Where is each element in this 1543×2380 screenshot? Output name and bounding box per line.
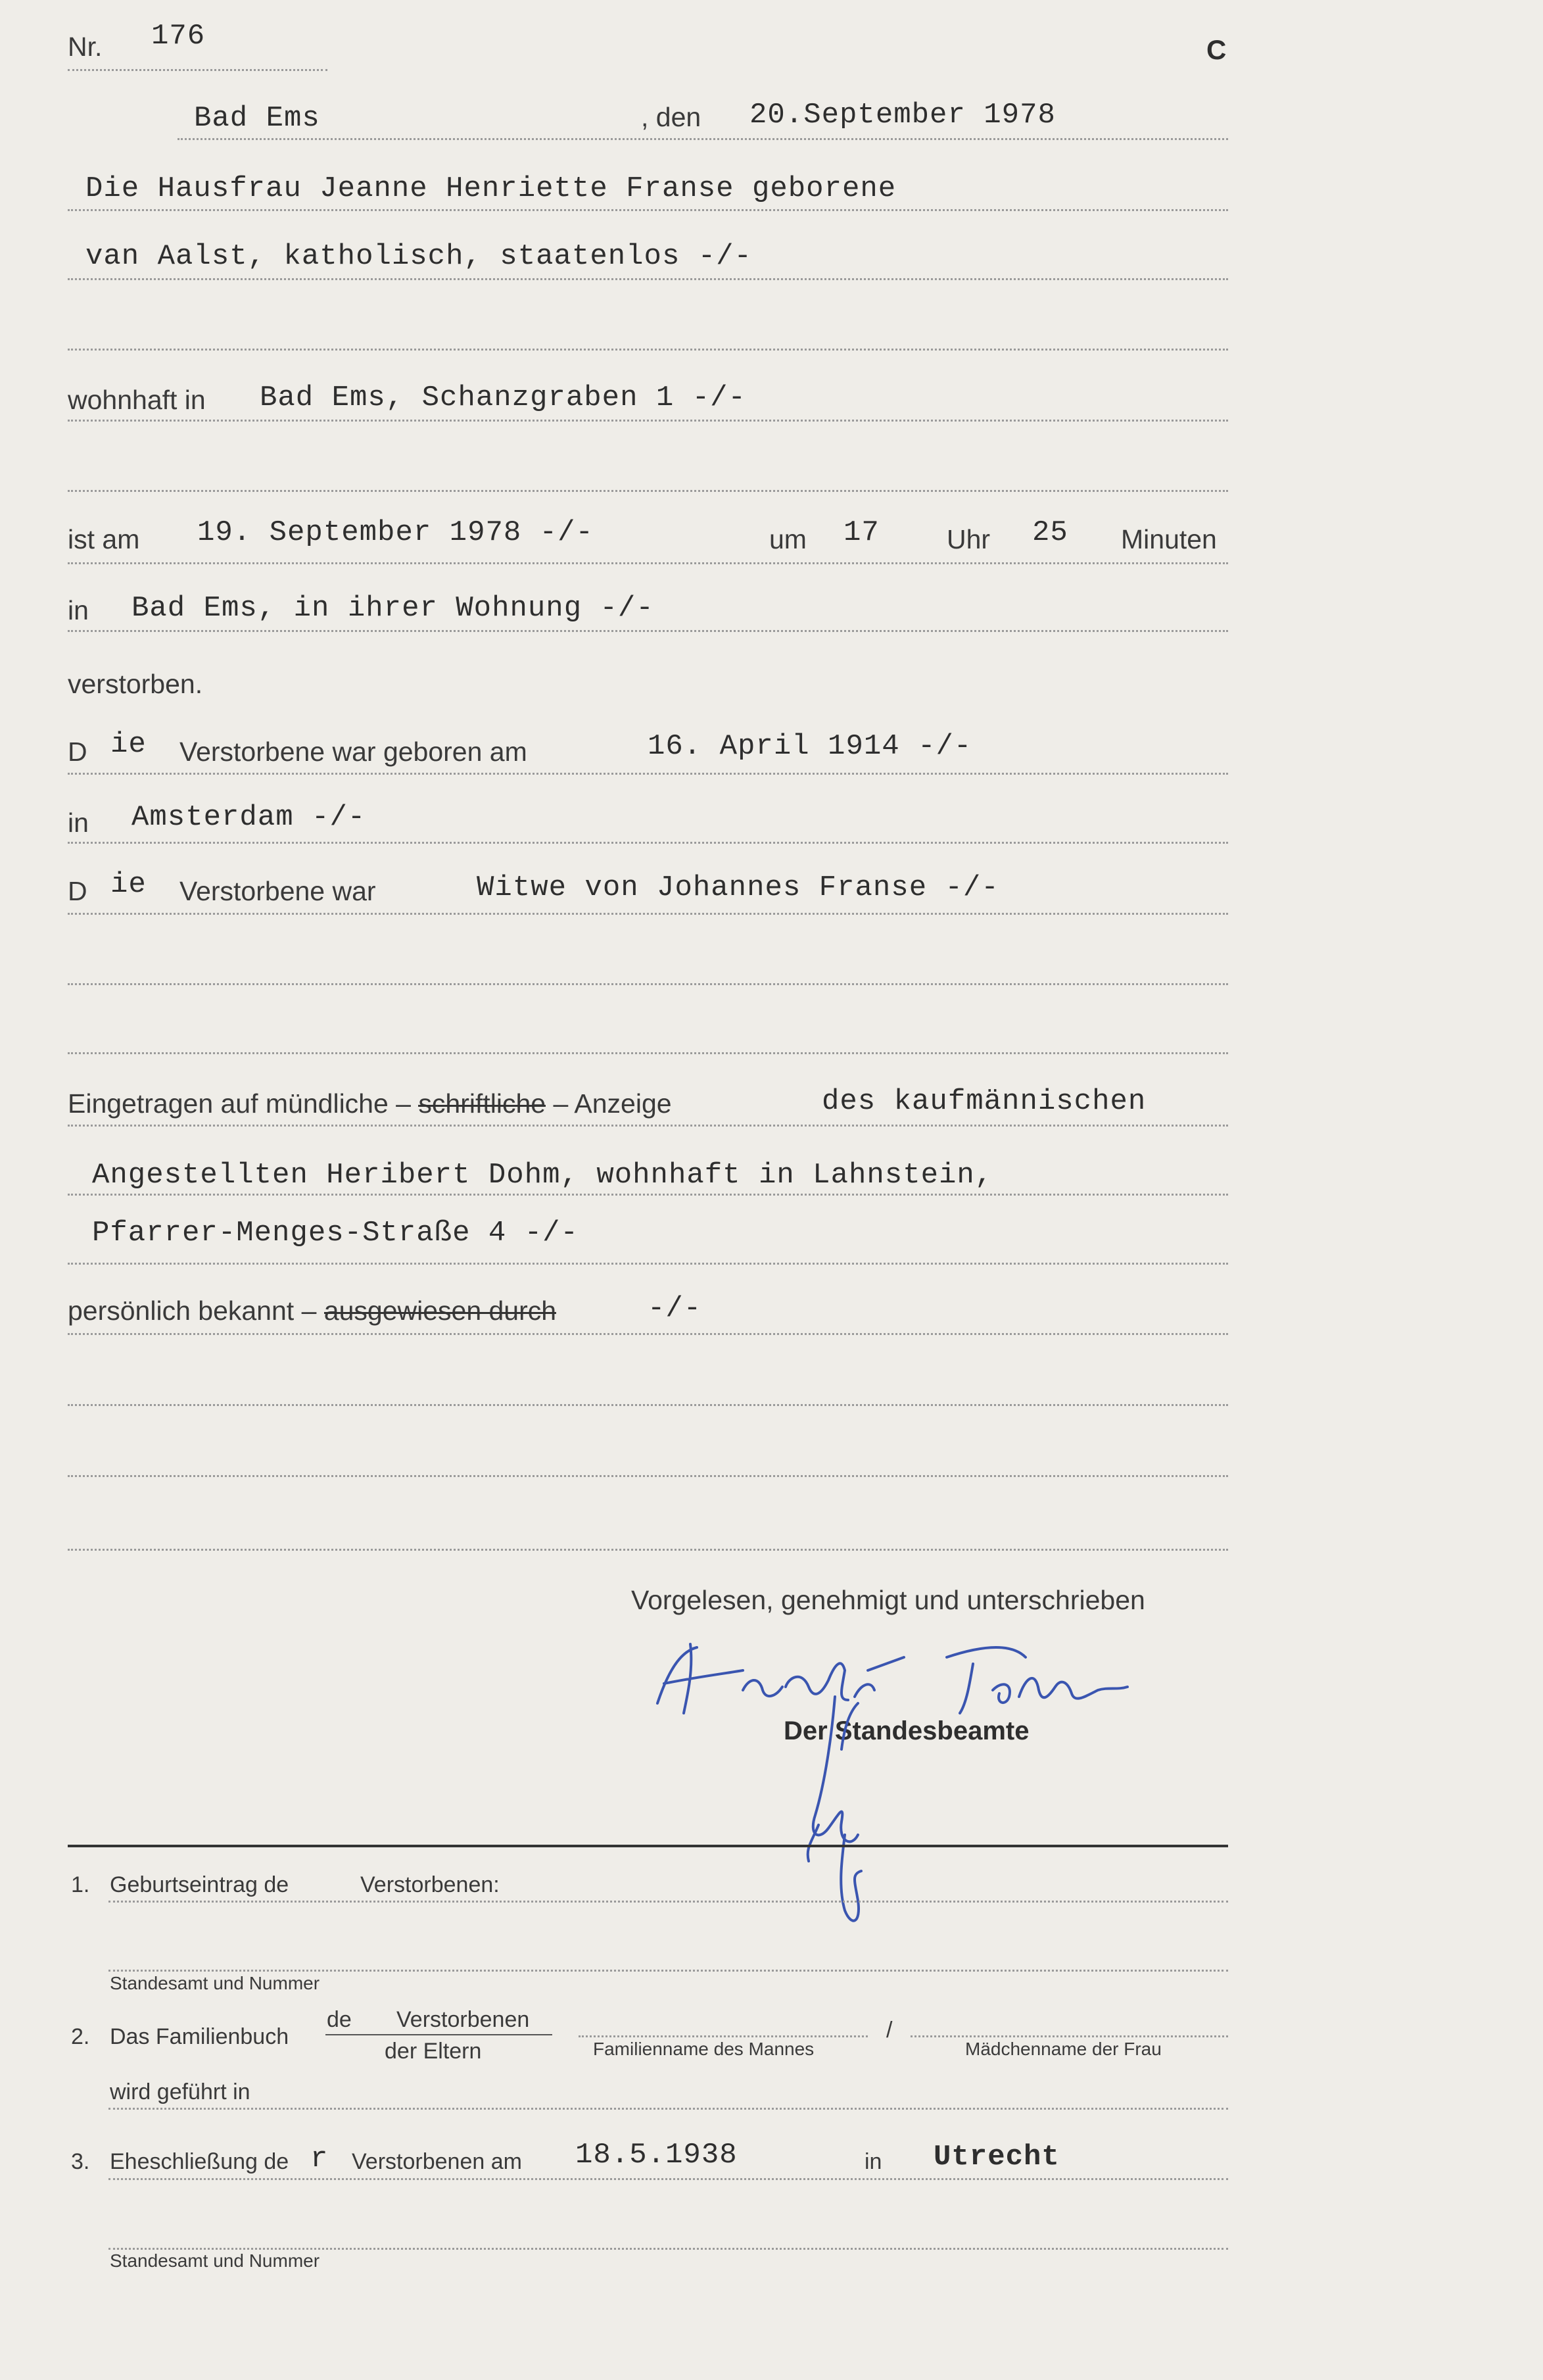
um-label: um — [769, 524, 807, 554]
dotted-line — [68, 562, 1228, 564]
item3-date: 18.5.1938 — [575, 2139, 738, 2172]
item3-mid: Verstorbenen am — [352, 2149, 522, 2174]
registration-label-start: Eingetragen auf mündliche – — [68, 1088, 411, 1119]
dotted-line — [911, 2035, 1228, 2037]
residence-label: wohnhaft in — [68, 385, 206, 415]
dotted-line — [68, 913, 1228, 915]
item2-mann: Familienname des Mannes — [593, 2039, 815, 2059]
registration-label — [68, 1088, 672, 1119]
person-line2: van Aalst, katholisch, staatenlos -/- — [85, 240, 752, 273]
nr-label: Nr. — [68, 32, 103, 62]
dotted-line — [68, 1549, 1228, 1551]
read-approved-label: Vorgelesen, genehmigt und unterschrieben — [631, 1585, 1145, 1615]
dotted-line — [68, 1404, 1228, 1406]
dotted-line — [68, 1333, 1228, 1335]
item2-line2: wird geführt in — [110, 2079, 250, 2104]
nr-underline — [68, 69, 327, 71]
dotted-line — [68, 1194, 1228, 1196]
birth-date-value: 16. April 1914 -/- — [648, 730, 972, 763]
dotted-line — [68, 983, 1228, 985]
item1-sub: Standesamt und Nummer — [110, 1973, 320, 1993]
registration-value-line3: Pfarrer-Menges-Straße 4 -/- — [92, 1217, 579, 1250]
item3-in: in — [865, 2149, 882, 2174]
death-date-value: 19. September 1978 -/- — [197, 516, 594, 549]
birth-place-value: Amsterdam -/- — [131, 801, 366, 834]
dotted-line — [108, 1901, 1228, 1903]
item3-label: Eheschließung de — [110, 2149, 289, 2174]
item1-label: Geburtseintrag de — [110, 1872, 289, 1897]
residence-value: Bad Ems, Schanzgraben 1 -/- — [260, 381, 746, 414]
identification-struck: ausgewiesen durch — [323, 1296, 557, 1326]
dotted-line — [68, 420, 1228, 422]
dotted-line — [68, 209, 1228, 211]
item2-slash: / — [886, 2018, 893, 2043]
item3-fill: r — [310, 2143, 329, 2175]
dotted-line — [68, 842, 1228, 844]
official-signature — [779, 1684, 891, 1933]
nr-value: 176 — [151, 20, 206, 53]
dotted-line — [68, 1052, 1228, 1054]
hour-value: 17 — [843, 516, 880, 549]
dotted-line — [68, 773, 1228, 775]
item1-fill: Verstorbenen: — [360, 1872, 500, 1897]
registration-label-end: – Anzeige — [553, 1088, 672, 1119]
place-value: Bad Ems — [194, 102, 320, 135]
dotted-line — [68, 630, 1228, 632]
birth-text-label: Verstorbene war geboren am — [179, 737, 527, 767]
dotted-line — [68, 278, 1228, 280]
corner-letter: C — [1206, 34, 1227, 65]
official-label: Der Standesbeamte — [784, 1716, 1030, 1745]
dotted-line — [579, 2035, 868, 2037]
item2-eltern: der Eltern — [385, 2039, 482, 2064]
death-date-label: ist am — [68, 524, 140, 554]
identification-label-wrap — [68, 1296, 556, 1326]
birth-ie-fill: ie — [110, 728, 147, 761]
dotted-line — [108, 2178, 1228, 2180]
registration-struck-word: schriftliche — [418, 1088, 546, 1119]
separator-line — [68, 1845, 1228, 1847]
marital-text-label: Verstorbene war — [179, 876, 376, 906]
dotted-line — [108, 1970, 1228, 1972]
item3-sub: Standesamt und Nummer — [110, 2250, 320, 2271]
birth-d-label: D — [68, 737, 87, 767]
uhr-label: Uhr — [947, 524, 991, 554]
marital-d-label: D — [68, 876, 87, 906]
minute-value: 25 — [1032, 516, 1068, 549]
dotted-line — [68, 349, 1228, 351]
dotted-line — [68, 1475, 1228, 1477]
item1-number: 1. — [71, 1872, 90, 1897]
marital-value: Witwe von Johannes Franse -/- — [477, 871, 999, 904]
dotted-line — [68, 490, 1228, 492]
birth-in-label: in — [68, 808, 89, 838]
item3-number: 3. — [71, 2149, 90, 2174]
item2-number: 2. — [71, 2024, 90, 2049]
dotted-line — [68, 1263, 1228, 1265]
item2-frau: Mädchenname der Frau — [965, 2039, 1162, 2059]
verstorben-label: verstorben. — [68, 669, 203, 699]
dotted-line — [108, 2108, 1228, 2110]
marital-ie-fill: ie — [110, 868, 147, 901]
dotted-line — [108, 2248, 1228, 2250]
registration-value-line2: Angestellten Heribert Dohm, wohnhaft in Lahnstein, — [92, 1159, 993, 1192]
registration-value-line1: des kaufmännischen — [822, 1085, 1147, 1118]
death-place-label: in — [68, 595, 89, 625]
item2-de: de — [327, 2007, 352, 2032]
dotted-line — [178, 138, 1228, 140]
minuten-label: Minuten — [1121, 524, 1217, 554]
item3-place: Utrecht — [934, 2141, 1060, 2174]
item2-label: Das Familienbuch — [110, 2024, 289, 2049]
identification-label: persönlich bekannt – — [68, 1296, 317, 1326]
item2-verstorbenen: Verstorbenen — [396, 2007, 530, 2032]
den-label: , den — [641, 102, 701, 132]
dotted-line — [68, 1125, 1228, 1127]
death-place-value: Bad Ems, in ihrer Wohnung -/- — [131, 592, 654, 625]
identification-value: -/- — [648, 1292, 702, 1325]
date-value: 20.September 1978 — [749, 99, 1056, 132]
person-line1: Die Hausfrau Jeanne Henriette Franse geborene — [85, 172, 897, 205]
fraction-line — [325, 2034, 552, 2035]
